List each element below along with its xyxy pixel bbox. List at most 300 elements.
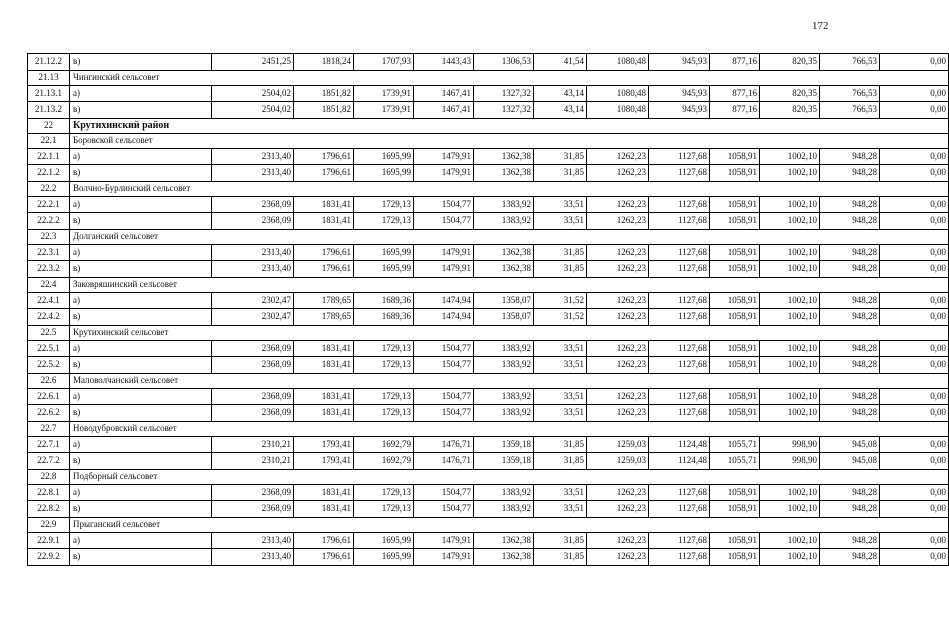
value-cell: 1058,91: [710, 196, 760, 213]
table-row: [28, 453, 949, 470]
value-cell: 1058,91: [710, 549, 760, 566]
value-cell: 1002,10: [760, 196, 820, 213]
value-cell: 1002,10: [760, 484, 820, 501]
value-cell: 0,00: [880, 532, 949, 549]
value-cell: 1831,41: [294, 501, 354, 518]
row-code: 22.9.2: [28, 549, 70, 566]
value-cell: 31,85: [534, 453, 587, 470]
value-cell: 2368,09: [212, 484, 294, 501]
value-cell: 1504,77: [414, 340, 474, 357]
value-cell: 1080,48: [587, 102, 649, 119]
value-cell: 0,00: [880, 405, 949, 422]
value-cell: 1479,91: [414, 244, 474, 261]
table-body: [28, 54, 949, 566]
section-title: Новодубровский сельсовет: [70, 421, 949, 436]
value-cell: 1058,91: [710, 213, 760, 230]
value-cell: 1383,92: [474, 196, 534, 213]
value-cell: 1695,99: [354, 549, 414, 566]
value-cell: 1262,23: [587, 196, 649, 213]
value-cell: 1479,91: [414, 261, 474, 278]
value-cell: 0,00: [880, 165, 949, 182]
value-cell: 1080,48: [587, 54, 649, 71]
value-cell: 2313,40: [212, 532, 294, 549]
section-title: Чингинский сельсовет: [70, 70, 949, 85]
value-cell: 1055,71: [710, 436, 760, 453]
row-code: 22.4.1: [28, 292, 70, 309]
value-cell: 2451,25: [212, 54, 294, 71]
value-cell: 1729,13: [354, 484, 414, 501]
table-row: [28, 501, 949, 518]
value-cell: 1002,10: [760, 357, 820, 374]
page-number: 172: [812, 20, 829, 32]
value-cell: 877,16: [710, 54, 760, 71]
row-code: 22.4.2: [28, 309, 70, 326]
value-cell: 1058,91: [710, 357, 760, 374]
table-row: [28, 261, 949, 278]
value-cell: 33,51: [534, 501, 587, 518]
section-heading-row: [28, 133, 949, 148]
value-cell: 1362,38: [474, 549, 534, 566]
row-code: 21.13: [28, 70, 70, 85]
value-cell: 1851,82: [294, 102, 354, 119]
value-cell: 820,35: [760, 85, 820, 102]
value-cell: 1789,65: [294, 309, 354, 326]
value-cell: 1504,77: [414, 196, 474, 213]
value-cell: 2368,09: [212, 405, 294, 422]
value-cell: 1504,77: [414, 501, 474, 518]
value-cell: 1002,10: [760, 388, 820, 405]
value-cell: 33,51: [534, 213, 587, 230]
value-cell: 1002,10: [760, 532, 820, 549]
value-cell: 1504,77: [414, 405, 474, 422]
section-title: Прыганский сельсовет: [70, 517, 949, 532]
value-cell: 1467,41: [414, 102, 474, 119]
value-cell: 1262,23: [587, 501, 649, 518]
row-code: 22.3: [28, 229, 70, 244]
value-cell: 948,28: [820, 357, 880, 374]
table-row: [28, 405, 949, 422]
section-heading-row: [28, 181, 949, 196]
value-cell: 33,51: [534, 484, 587, 501]
value-cell: 1796,61: [294, 244, 354, 261]
value-cell: 1359,18: [474, 453, 534, 470]
value-cell: 948,28: [820, 340, 880, 357]
value-cell: 1831,41: [294, 340, 354, 357]
value-cell: 1262,23: [587, 165, 649, 182]
value-cell: 1058,91: [710, 165, 760, 182]
value-cell: 1739,91: [354, 102, 414, 119]
value-cell: 1739,91: [354, 85, 414, 102]
section-heading-row: [28, 70, 949, 85]
value-cell: 1707,93: [354, 54, 414, 71]
value-cell: 948,28: [820, 484, 880, 501]
value-cell: 1831,41: [294, 484, 354, 501]
row-label: в): [70, 549, 212, 566]
value-cell: 1362,38: [474, 532, 534, 549]
value-cell: 0,00: [880, 549, 949, 566]
value-cell: 1002,10: [760, 501, 820, 518]
value-cell: 1383,92: [474, 340, 534, 357]
value-cell: 1055,71: [710, 453, 760, 470]
value-cell: 948,28: [820, 309, 880, 326]
value-cell: 1127,68: [649, 484, 710, 501]
value-cell: 998,90: [760, 453, 820, 470]
value-cell: 1695,99: [354, 244, 414, 261]
table-row: [28, 244, 949, 261]
value-cell: 1127,68: [649, 405, 710, 422]
value-cell: 1729,13: [354, 405, 414, 422]
row-code: 22.6.2: [28, 405, 70, 422]
value-cell: 1831,41: [294, 196, 354, 213]
value-cell: 0,00: [880, 453, 949, 470]
value-cell: 1504,77: [414, 388, 474, 405]
row-label: в): [70, 453, 212, 470]
value-cell: 1127,68: [649, 532, 710, 549]
value-cell: 1058,91: [710, 148, 760, 165]
value-cell: 1127,68: [649, 549, 710, 566]
value-cell: 1262,23: [587, 244, 649, 261]
row-code: 22.8.1: [28, 484, 70, 501]
value-cell: 1729,13: [354, 196, 414, 213]
value-cell: 1058,91: [710, 261, 760, 278]
row-code: 21.13.1: [28, 85, 70, 102]
section-heading-row: [28, 469, 949, 484]
value-cell: 1262,23: [587, 484, 649, 501]
value-cell: 1362,38: [474, 148, 534, 165]
value-cell: 31,85: [534, 549, 587, 566]
value-cell: 1467,41: [414, 85, 474, 102]
value-cell: 1080,48: [587, 85, 649, 102]
value-cell: 1383,92: [474, 484, 534, 501]
value-cell: 877,16: [710, 102, 760, 119]
value-cell: 1262,23: [587, 292, 649, 309]
row-code: 22.1: [28, 133, 70, 148]
value-cell: 1262,23: [587, 309, 649, 326]
row-code: 22: [28, 118, 70, 133]
value-cell: 1479,91: [414, 549, 474, 566]
value-cell: 1002,10: [760, 309, 820, 326]
value-cell: 1793,41: [294, 453, 354, 470]
value-cell: 1729,13: [354, 340, 414, 357]
row-label: в): [70, 357, 212, 374]
table-row: [28, 340, 949, 357]
value-cell: 43,14: [534, 85, 587, 102]
value-cell: 1831,41: [294, 357, 354, 374]
value-cell: 1127,68: [649, 244, 710, 261]
row-label: в): [70, 165, 212, 182]
value-cell: 1058,91: [710, 388, 760, 405]
value-cell: 0,00: [880, 501, 949, 518]
row-code: 22.3.2: [28, 261, 70, 278]
row-code: 22.6: [28, 373, 70, 388]
value-cell: 43,14: [534, 102, 587, 119]
section-title: Крутихинский сельсовет: [70, 325, 949, 340]
value-cell: 1127,68: [649, 357, 710, 374]
value-cell: 820,35: [760, 54, 820, 71]
value-cell: 33,51: [534, 405, 587, 422]
value-cell: 2313,40: [212, 165, 294, 182]
row-label: в): [70, 213, 212, 230]
value-cell: 1358,07: [474, 309, 534, 326]
tariff-table: [27, 53, 949, 566]
row-label: а): [70, 292, 212, 309]
row-label: а): [70, 196, 212, 213]
value-cell: 1259,03: [587, 453, 649, 470]
value-cell: 0,00: [880, 436, 949, 453]
value-cell: 945,08: [820, 436, 880, 453]
value-cell: 1831,41: [294, 388, 354, 405]
value-cell: 41,54: [534, 54, 587, 71]
value-cell: 1127,68: [649, 388, 710, 405]
value-cell: 0,00: [880, 309, 949, 326]
section-title: Подборный сельсовет: [70, 469, 949, 484]
row-code: 22.7.1: [28, 436, 70, 453]
value-cell: 1124,48: [649, 453, 710, 470]
value-cell: 1262,23: [587, 532, 649, 549]
value-cell: 948,28: [820, 388, 880, 405]
value-cell: 1692,79: [354, 453, 414, 470]
value-cell: 1504,77: [414, 213, 474, 230]
value-cell: 2368,09: [212, 357, 294, 374]
value-cell: 1127,68: [649, 340, 710, 357]
row-code: 22.1.1: [28, 148, 70, 165]
value-cell: 2313,40: [212, 148, 294, 165]
value-cell: 1058,91: [710, 292, 760, 309]
value-cell: 948,28: [820, 196, 880, 213]
section-title: Маловолчанский сельсовет: [70, 373, 949, 388]
row-code: 22.5.2: [28, 357, 70, 374]
table-row: [28, 309, 949, 326]
value-cell: 1124,48: [649, 436, 710, 453]
value-cell: 1789,65: [294, 292, 354, 309]
value-cell: 820,35: [760, 102, 820, 119]
section-heading-row: [28, 373, 949, 388]
value-cell: 0,00: [880, 357, 949, 374]
value-cell: 2368,09: [212, 213, 294, 230]
district-title: Крутихинский район: [70, 118, 949, 133]
value-cell: 1058,91: [710, 484, 760, 501]
value-cell: 1262,23: [587, 213, 649, 230]
row-code: 22.5: [28, 325, 70, 340]
value-cell: 1327,32: [474, 85, 534, 102]
value-cell: 877,16: [710, 85, 760, 102]
value-cell: 1002,10: [760, 148, 820, 165]
row-label: а): [70, 244, 212, 261]
value-cell: 1262,23: [587, 340, 649, 357]
row-label: в): [70, 309, 212, 326]
value-cell: 0,00: [880, 196, 949, 213]
row-label: в): [70, 261, 212, 278]
table-row: [28, 484, 949, 501]
value-cell: 0,00: [880, 148, 949, 165]
table-row: [28, 436, 949, 453]
row-code: 22.2.2: [28, 213, 70, 230]
value-cell: 0,00: [880, 244, 949, 261]
table-row: [28, 388, 949, 405]
table-row: [28, 357, 949, 374]
value-cell: 1362,38: [474, 261, 534, 278]
row-label: в): [70, 54, 212, 71]
value-cell: 1127,68: [649, 213, 710, 230]
value-cell: 2368,09: [212, 340, 294, 357]
row-code: 22.8: [28, 469, 70, 484]
value-cell: 1002,10: [760, 261, 820, 278]
row-code: 22.3.1: [28, 244, 70, 261]
value-cell: 945,93: [649, 54, 710, 71]
value-cell: 1476,71: [414, 436, 474, 453]
value-cell: 33,51: [534, 388, 587, 405]
table-row: [28, 85, 949, 102]
section-heading-row: [28, 277, 949, 292]
row-label: в): [70, 102, 212, 119]
value-cell: 1362,38: [474, 244, 534, 261]
value-cell: 1358,07: [474, 292, 534, 309]
value-cell: 2302,47: [212, 309, 294, 326]
value-cell: 1127,68: [649, 261, 710, 278]
value-cell: 1729,13: [354, 357, 414, 374]
value-cell: 1002,10: [760, 213, 820, 230]
value-cell: 948,28: [820, 292, 880, 309]
value-cell: 766,53: [820, 102, 880, 119]
value-cell: 948,28: [820, 405, 880, 422]
value-cell: 1383,92: [474, 405, 534, 422]
row-code: 22.2: [28, 181, 70, 196]
value-cell: 2313,40: [212, 549, 294, 566]
row-label: а): [70, 436, 212, 453]
value-cell: 33,51: [534, 196, 587, 213]
row-code: 21.12.2: [28, 54, 70, 71]
value-cell: 1796,61: [294, 148, 354, 165]
value-cell: 0,00: [880, 261, 949, 278]
value-cell: 1443,43: [414, 54, 474, 71]
value-cell: 945,93: [649, 85, 710, 102]
value-cell: 1479,91: [414, 148, 474, 165]
value-cell: 1689,36: [354, 309, 414, 326]
table-row: [28, 292, 949, 309]
value-cell: 1796,61: [294, 549, 354, 566]
value-cell: 0,00: [880, 54, 949, 71]
value-cell: 1359,18: [474, 436, 534, 453]
value-cell: 945,08: [820, 453, 880, 470]
row-code: 22.6.1: [28, 388, 70, 405]
row-code: 22.7.2: [28, 453, 70, 470]
value-cell: 1504,77: [414, 484, 474, 501]
value-cell: 31,85: [534, 244, 587, 261]
value-cell: 31,52: [534, 292, 587, 309]
value-cell: 1127,68: [649, 148, 710, 165]
row-code: 22.9.1: [28, 532, 70, 549]
table-row: [28, 532, 949, 549]
value-cell: 1002,10: [760, 549, 820, 566]
row-code: 21.13.2: [28, 102, 70, 119]
value-cell: 1689,36: [354, 292, 414, 309]
value-cell: 1692,79: [354, 436, 414, 453]
value-cell: 1002,10: [760, 340, 820, 357]
value-cell: 2313,40: [212, 261, 294, 278]
value-cell: 0,00: [880, 85, 949, 102]
table-row: [28, 54, 949, 71]
value-cell: 948,28: [820, 165, 880, 182]
value-cell: 948,28: [820, 532, 880, 549]
value-cell: 1306,53: [474, 54, 534, 71]
row-code: 22.1.2: [28, 165, 70, 182]
section-heading-row: [28, 517, 949, 532]
table-row: [28, 148, 949, 165]
value-cell: 1851,82: [294, 85, 354, 102]
value-cell: 2313,40: [212, 244, 294, 261]
table-row: [28, 165, 949, 182]
value-cell: 1127,68: [649, 165, 710, 182]
section-heading-row: [28, 421, 949, 436]
value-cell: 0,00: [880, 388, 949, 405]
value-cell: 33,51: [534, 340, 587, 357]
value-cell: 1831,41: [294, 213, 354, 230]
value-cell: 1002,10: [760, 292, 820, 309]
value-cell: 1383,92: [474, 213, 534, 230]
row-code: 22.8.2: [28, 501, 70, 518]
value-cell: 1058,91: [710, 405, 760, 422]
value-cell: 998,90: [760, 436, 820, 453]
value-cell: 1127,68: [649, 292, 710, 309]
row-code: 22.4: [28, 277, 70, 292]
value-cell: 1327,32: [474, 102, 534, 119]
value-cell: 1729,13: [354, 213, 414, 230]
district-heading-row: [28, 118, 949, 133]
row-label: а): [70, 388, 212, 405]
section-title: Волчно-Бурлинский сельсовет: [70, 181, 949, 196]
value-cell: 1058,91: [710, 501, 760, 518]
value-cell: 1262,23: [587, 388, 649, 405]
value-cell: 33,51: [534, 357, 587, 374]
value-cell: 1058,91: [710, 244, 760, 261]
value-cell: 2302,47: [212, 292, 294, 309]
row-label: в): [70, 501, 212, 518]
value-cell: 948,28: [820, 148, 880, 165]
value-cell: 0,00: [880, 484, 949, 501]
value-cell: 1262,23: [587, 261, 649, 278]
value-cell: 1259,03: [587, 436, 649, 453]
value-cell: 31,85: [534, 261, 587, 278]
value-cell: 948,28: [820, 549, 880, 566]
value-cell: 1127,68: [649, 501, 710, 518]
value-cell: 948,28: [820, 501, 880, 518]
value-cell: 0,00: [880, 102, 949, 119]
value-cell: 2310,21: [212, 453, 294, 470]
value-cell: 1504,77: [414, 357, 474, 374]
value-cell: 0,00: [880, 340, 949, 357]
row-label: а): [70, 484, 212, 501]
value-cell: 948,28: [820, 213, 880, 230]
value-cell: 1479,91: [414, 532, 474, 549]
row-label: в): [70, 405, 212, 422]
value-cell: 1262,23: [587, 357, 649, 374]
value-cell: 1479,91: [414, 165, 474, 182]
table-row: [28, 213, 949, 230]
row-label: а): [70, 85, 212, 102]
value-cell: 766,53: [820, 54, 880, 71]
value-cell: 1818,24: [294, 54, 354, 71]
row-label: а): [70, 532, 212, 549]
value-cell: 0,00: [880, 292, 949, 309]
value-cell: 945,93: [649, 102, 710, 119]
value-cell: 31,85: [534, 148, 587, 165]
value-cell: 1262,23: [587, 405, 649, 422]
value-cell: 2368,09: [212, 196, 294, 213]
value-cell: 1002,10: [760, 405, 820, 422]
row-code: 22.2.1: [28, 196, 70, 213]
value-cell: 1695,99: [354, 165, 414, 182]
value-cell: 1262,23: [587, 549, 649, 566]
